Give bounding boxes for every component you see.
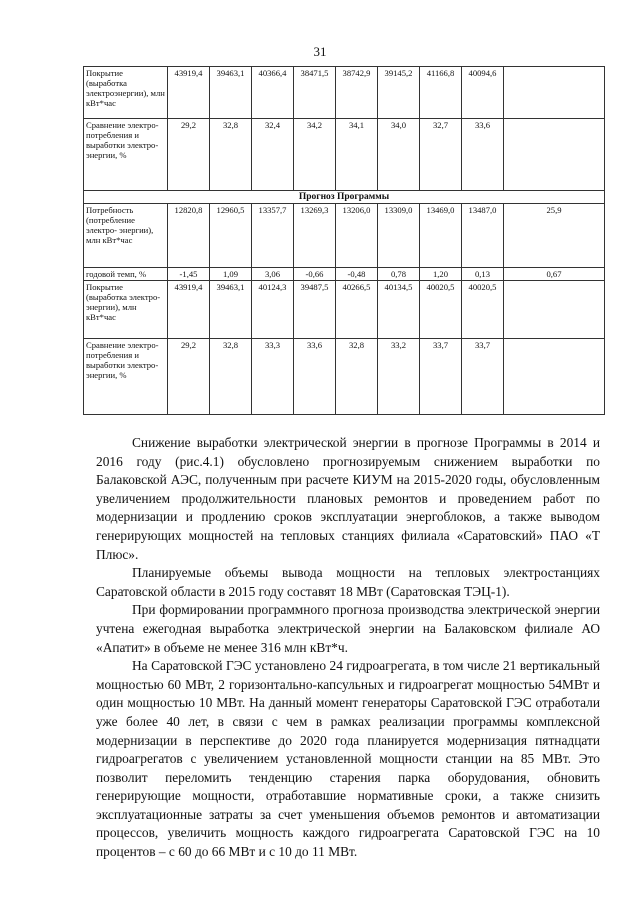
table-section-top bbox=[84, 67, 605, 191]
row-label: Потребность (потребление электро- энергии), млн кВт*час bbox=[84, 204, 168, 268]
table-cell: 0,13 bbox=[462, 268, 504, 281]
table-cell: 13487,0 bbox=[462, 204, 504, 268]
table-cell-total: 0,67 bbox=[504, 268, 605, 281]
table-row bbox=[84, 339, 605, 415]
table-cell: 41166,8 bbox=[420, 67, 462, 119]
table-cell: 34,0 bbox=[378, 119, 420, 191]
table-cell: 40124,3 bbox=[252, 281, 294, 339]
table-cell: -1,45 bbox=[168, 268, 210, 281]
page-number: 31 bbox=[313, 44, 327, 59]
table-cell: 40134,5 bbox=[378, 281, 420, 339]
table-cell: 40020,5 bbox=[462, 281, 504, 339]
table-cell: 13269,3 bbox=[294, 204, 336, 268]
table-cell: 32,8 bbox=[210, 119, 252, 191]
table-cell: -0,66 bbox=[294, 268, 336, 281]
row-label: Сравнение электро- потребления и выработки электро- энергии, % bbox=[84, 119, 168, 191]
table-cell: 38471,5 bbox=[294, 67, 336, 119]
section-title: Прогноз Программы bbox=[84, 191, 605, 204]
table-section-forecast bbox=[84, 191, 605, 204]
table-cell-total: 25,9 bbox=[504, 204, 605, 268]
table-row bbox=[84, 119, 605, 191]
paragraph: Снижение выработки электрической энергии в прогнозе Программы в 2014 и 2016 году (рис.4.1) обусловлено прогнозируемым снижением выработки по Балаковской АЭС, полученным при расчете КИУМ на 2015-2020 годы, обусловленным увеличением продолжительности плановых ремонтов и проведением работ по модернизации и продлению сроков эксплуатации энергоблоков, а также выводом генерирующих мощностей на тепловых станциях филиала «Саратовский» ПАО «Т Плюс». bbox=[96, 435, 600, 562]
table-cell-total bbox=[504, 339, 605, 415]
paragraph: При формировании программного прогноза производства электрической энергии учтена ежегодная выработка электрической энергии на Балаковском филиале АО «Апатит» в объеме не менее 316 млн кВт*ч. bbox=[96, 602, 600, 655]
table-cell: 0,78 bbox=[378, 268, 420, 281]
table-cell: 13206,0 bbox=[336, 204, 378, 268]
table-cell: 1,09 bbox=[210, 268, 252, 281]
table-cell: 12960,5 bbox=[210, 204, 252, 268]
row-label: годовой темп, % bbox=[84, 268, 168, 281]
table-cell: 33,6 bbox=[462, 119, 504, 191]
table-cell: 29,2 bbox=[168, 119, 210, 191]
table-cell: 33,7 bbox=[420, 339, 462, 415]
table-cell: -0,48 bbox=[336, 268, 378, 281]
table-cell: 38742,9 bbox=[336, 67, 378, 119]
table-cell: 32,8 bbox=[336, 339, 378, 415]
table-cell: 13469,0 bbox=[420, 204, 462, 268]
table-cell: 34,1 bbox=[336, 119, 378, 191]
table-section-bottom bbox=[84, 204, 605, 415]
table-cell: 40020,5 bbox=[420, 281, 462, 339]
table-cell: 13309,0 bbox=[378, 204, 420, 268]
table-cell: 39463,1 bbox=[210, 281, 252, 339]
table-cell: 33,7 bbox=[462, 339, 504, 415]
table-cell: 32,8 bbox=[210, 339, 252, 415]
table-cell: 33,3 bbox=[252, 339, 294, 415]
table-cell: 3,06 bbox=[252, 268, 294, 281]
table-cell: 33,2 bbox=[378, 339, 420, 415]
table-cell: 29,2 bbox=[168, 339, 210, 415]
row-label: Сравнение электро- потребления и выработки электро- энергии, % bbox=[84, 339, 168, 415]
table-cell: 40366,4 bbox=[252, 67, 294, 119]
table-cell: 39145,2 bbox=[378, 67, 420, 119]
section-header-row bbox=[84, 191, 605, 204]
table-cell-total bbox=[504, 67, 605, 119]
row-label: Покрытие (выработка электро- энергии), млн кВт*час bbox=[84, 281, 168, 339]
table-cell: 12820,8 bbox=[168, 204, 210, 268]
paragraph: Планируемые объемы вывода мощности на тепловых электростанциях Саратовской области в 2015 году составят 18 МВт (Саратовская ТЭЦ-1). bbox=[96, 565, 600, 599]
table-cell: 43919,4 bbox=[168, 67, 210, 119]
paragraph: На Саратовской ГЭС установлено 24 гидроагрегата, в том числе 21 вертикальный мощностью 60 МВт, 2 горизонтально-капсульных и гидроагрегат мощностью 54МВт и один мощностью 10 МВт. На данный момент генераторы Саратовской ГЭС отработали уже более 40 лет, в связи с чем в рамках реализации программы комплексной модернизации в перспективе до 2020 года планируется модернизация пятнадцати гидроагрегатов с увеличением установленной мощности станции на 85 МВт. Это позволит переломить тенденцию старения парка оборудования, обновить генерирующие мощности, отработавшие нормативные сроки, а также снизить эксплуатационные затраты за счет уменьшения объемов ремонтов и автоматизации процессов, увеличить мощность каждого гидроагрегата Саратовской ГЭС на 10 процентов – с 60 до 66 МВт и с 10 до 11 МВт. bbox=[96, 658, 600, 860]
table-row bbox=[84, 281, 605, 339]
table-cell: 32,7 bbox=[420, 119, 462, 191]
table-cell: 13357,7 bbox=[252, 204, 294, 268]
table-cell: 39487,5 bbox=[294, 281, 336, 339]
table-cell: 1,20 bbox=[420, 268, 462, 281]
table-row bbox=[84, 67, 605, 119]
table-row bbox=[84, 204, 605, 268]
table-cell-total bbox=[504, 119, 605, 191]
energy-balance-table bbox=[83, 66, 605, 415]
table-cell: 34,2 bbox=[294, 119, 336, 191]
table-cell: 39463,1 bbox=[210, 67, 252, 119]
table-cell: 40266,5 bbox=[336, 281, 378, 339]
table-cell: 33,6 bbox=[294, 339, 336, 415]
table-cell: 40094,6 bbox=[462, 67, 504, 119]
row-label: Покрытие (выработка электроэнергии), млн кВт*час bbox=[84, 67, 168, 119]
table-row bbox=[84, 268, 605, 281]
table-cell: 43919,4 bbox=[168, 281, 210, 339]
table-cell-total bbox=[504, 281, 605, 339]
body-text bbox=[96, 434, 600, 862]
table-cell: 32,4 bbox=[252, 119, 294, 191]
